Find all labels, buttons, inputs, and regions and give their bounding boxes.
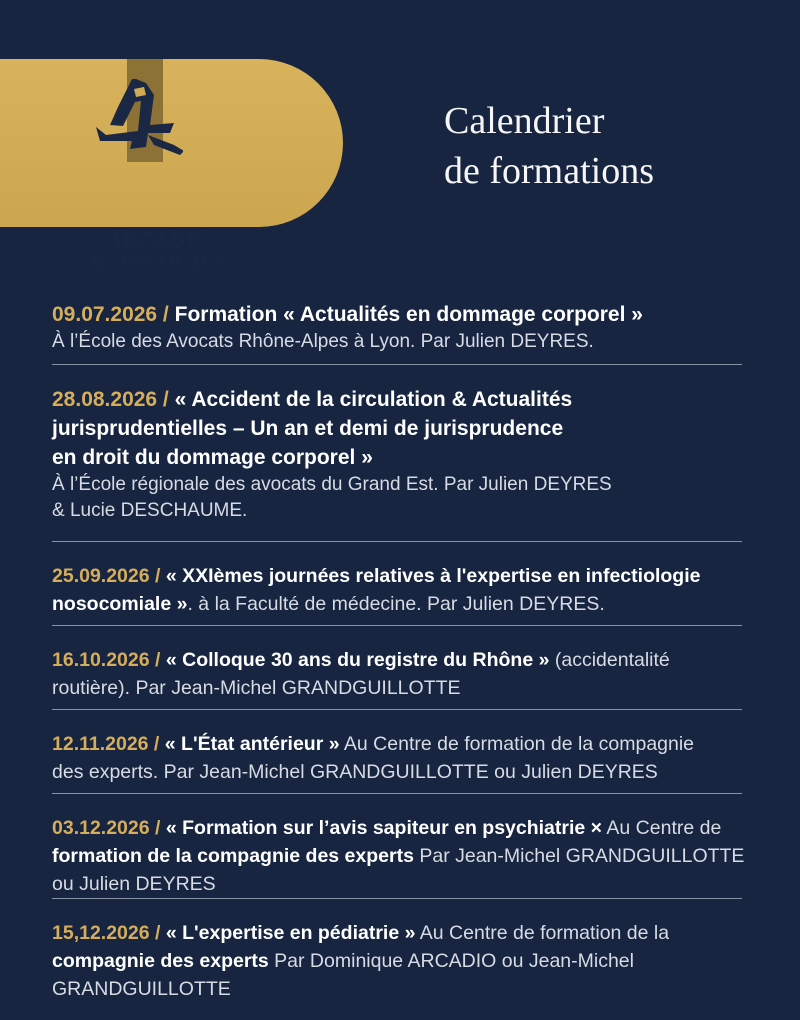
event-details-text: Par Jean-Michel GRANDGUILLOTTE <box>419 845 745 867</box>
title-line-2: de formations <box>444 150 655 192</box>
event-details <box>52 947 742 975</box>
event-details: À l’École des Avocats Rhône-Alpes à Lyon. Par Julien DEYRES. <box>52 331 594 352</box>
event-details-text: Par Dominique ARCADIO ou Jean-Michel <box>274 950 634 972</box>
event-title: « Accident de la circulation & Actualités <box>174 388 573 411</box>
event-date: 16.10.2026 / <box>52 649 161 671</box>
event-title: « L'expertise en pédiatrie » <box>165 922 416 944</box>
events-list <box>52 300 745 1003</box>
event-item <box>52 300 742 365</box>
logo-wordmark <box>60 229 260 273</box>
event-details: routière). Par Jean-Michel GRANDGUILLOTTE <box>52 677 461 699</box>
event-title: « Colloque 30 ans du registre du Rhône » <box>165 649 550 671</box>
logo-line-2: & ASSOCIÉS <box>89 251 231 273</box>
event-item <box>52 365 742 542</box>
event-headline <box>52 646 742 674</box>
event-date: 09.07.2026 / <box>52 303 169 326</box>
event-details-continued: & Lucie DESCHAUME. <box>52 500 248 521</box>
event-details: À l’École régionale des avocats du Grand Est. Par Julien DEYRES <box>52 474 612 495</box>
stylized-a-monogram-icon <box>88 59 183 209</box>
event-headline <box>52 562 742 590</box>
event-title-continued: en droit du dommage corporel » <box>52 446 373 469</box>
event-item <box>52 794 745 899</box>
event-details <box>52 590 742 618</box>
event-headline <box>52 919 742 947</box>
event-details: des experts. Par Jean-Michel GRANDGUILLOTTE ou Julien DEYRES <box>52 761 658 783</box>
event-details-text: Au Centre de formation de la compagnie <box>343 733 695 755</box>
event-title-continued: jurisprudentielles – Un an et demi de jurisprudence <box>52 417 564 440</box>
event-date: 25.09.2026 / <box>52 565 161 587</box>
event-headline <box>52 300 742 329</box>
event-item <box>52 542 742 626</box>
event-date: 12.11.2026 / <box>52 733 160 755</box>
event-headline <box>52 814 742 842</box>
event-details-text: . à la Faculté de médecine. Par Julien DEYRES. <box>187 593 605 615</box>
event-details-continued: GRANDGUILLOTTE <box>52 978 231 1000</box>
page-title <box>444 96 774 196</box>
event-date: 28.08.2026 / <box>52 388 169 411</box>
event-title-continued: nosocomiale » <box>52 593 188 615</box>
event-item <box>52 710 742 794</box>
event-title: « XXIèmes journées relatives à l'expertise en infectiologie <box>165 565 701 587</box>
event-details-text: Au Centre de formation de la <box>419 922 670 944</box>
event-date: 15,12.2026 / <box>52 922 161 944</box>
event-title: Formation « Actualités en dommage corporel » <box>174 303 643 326</box>
event-details <box>52 842 745 870</box>
event-item <box>52 899 742 1003</box>
logo-banner <box>0 59 343 273</box>
event-headline <box>52 385 742 414</box>
event-title-continued: formation de la compagnie des experts <box>52 845 414 867</box>
event-title: « Formation sur l’avis sapiteur en psychiatrie × <box>165 817 603 839</box>
title-line-1: Calendrier <box>444 100 605 142</box>
event-headline <box>52 730 742 758</box>
event-title: « L'État antérieur » <box>164 733 340 755</box>
event-details-continued: ou Julien DEYRES <box>52 873 216 895</box>
event-date: 03.12.2026 / <box>52 817 161 839</box>
event-details-text: (accidentalité <box>554 649 670 671</box>
logo-line-1: ARCADIO <box>107 229 213 251</box>
event-title-continued: compagnie des experts <box>52 950 269 972</box>
event-item <box>52 626 742 710</box>
event-details-text: Au Centre de <box>606 817 722 839</box>
